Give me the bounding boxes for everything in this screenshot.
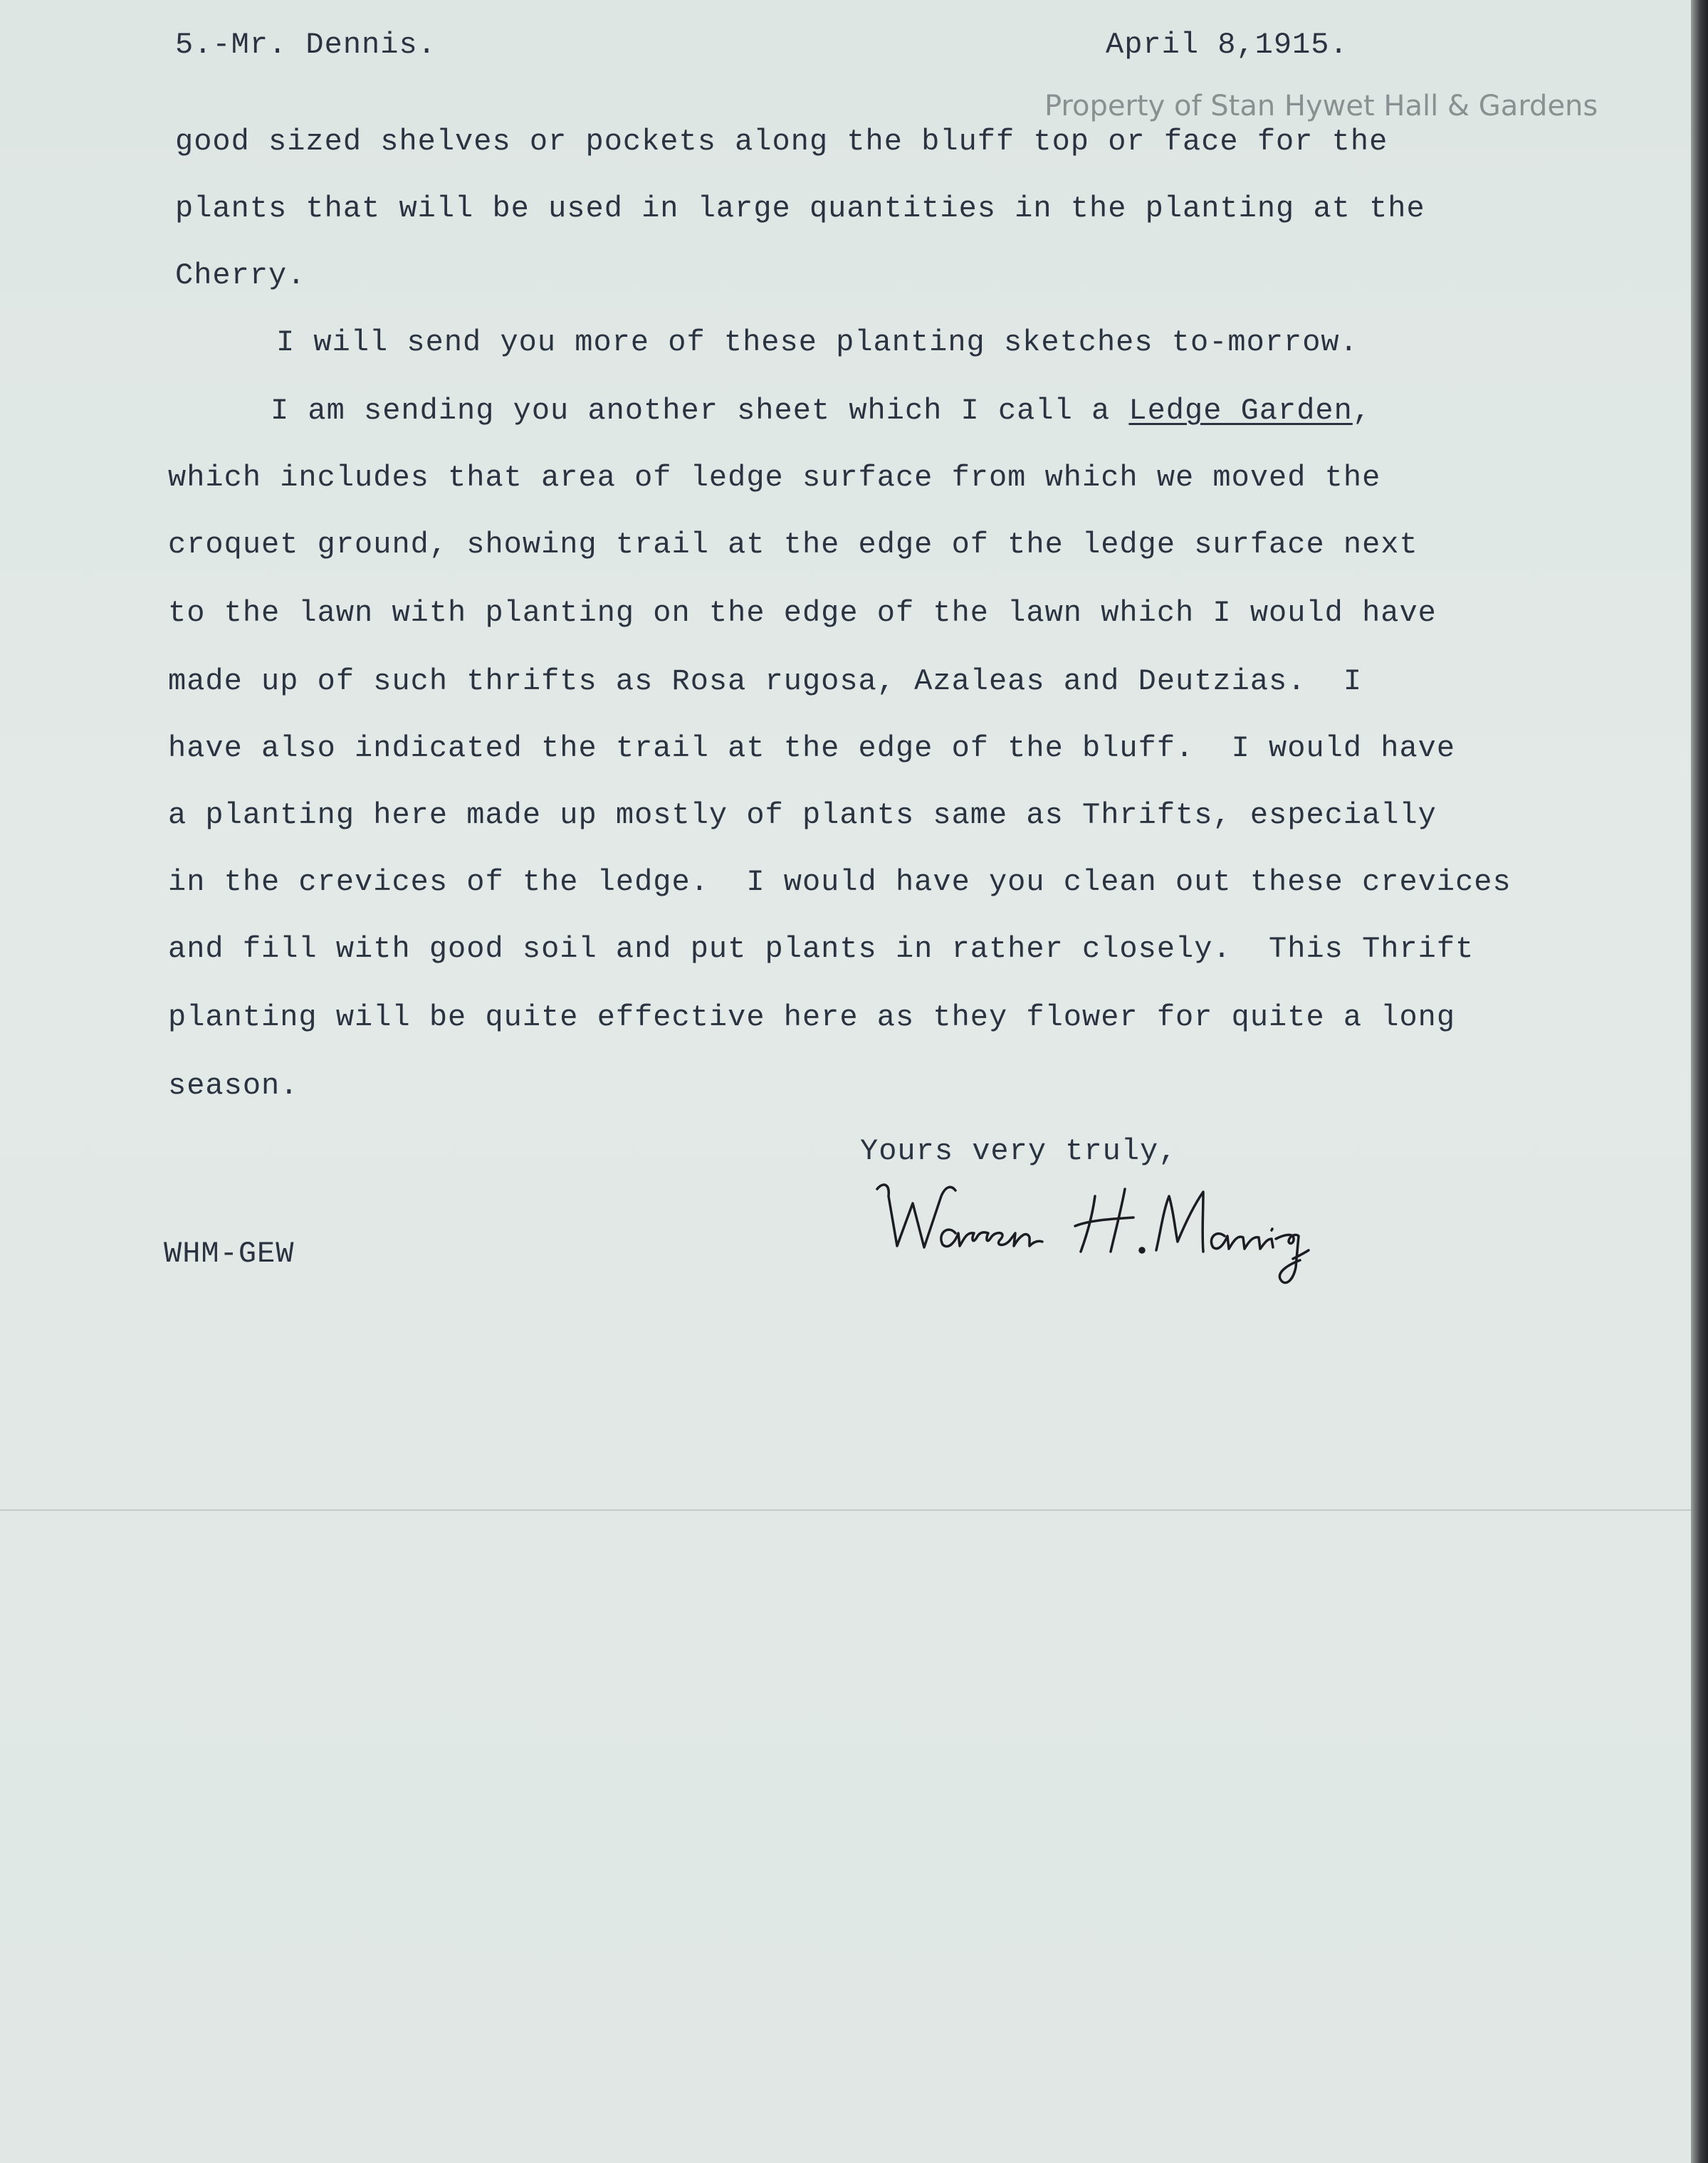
- paragraph1-line: Cherry.: [175, 258, 306, 293]
- page-header: 5.-Mr. Dennis.: [175, 28, 436, 62]
- property-watermark: Property of Stan Hywet Hall & Gardens: [1044, 90, 1598, 122]
- page-fold-line: [0, 1509, 1691, 1511]
- letter-date: April 8,1915.: [1106, 28, 1348, 62]
- paragraph3-line: have also indicated the trail at the edge of the bluff. I would have: [168, 731, 1456, 765]
- paragraph3-first-prefix: I am sending you another sheet which I call a: [271, 394, 1129, 428]
- paragraph3-first-suffix: ,: [1352, 394, 1372, 428]
- paragraph3-line: made up of such thrifts as Rosa rugosa, Azaleas and Deutzias. I: [168, 664, 1363, 698]
- paragraph3-line: and fill with good soil and put plants in rather closely. This Thrift: [168, 932, 1474, 966]
- handwritten-signature: [869, 1168, 1324, 1296]
- paragraph3-first-line: [271, 396, 1371, 426]
- ledge-garden-underlined: Ledge Garden: [1128, 394, 1353, 428]
- closing: Yours very truly,: [860, 1134, 1178, 1168]
- paragraph1-line: plants that will be used in large quantities in the planting at the: [175, 192, 1425, 226]
- paragraph3-line: in the crevices of the ledge. I would have you clean out these crevices: [168, 865, 1511, 899]
- typist-initials: WHM-GEW: [164, 1237, 295, 1271]
- paragraph3-line: to the lawn with planting on the edge of the lawn which I would have: [168, 596, 1437, 630]
- paragraph3-line: planting will be quite effective here as they flower for quite a long: [168, 1000, 1456, 1035]
- paragraph2-line: I will send you more of these planting sketches to-morrow.: [276, 325, 1358, 360]
- paragraph3-line: season.: [168, 1069, 299, 1103]
- paragraph1-line: good sized shelves or pockets along the bluff top or face for the: [175, 125, 1388, 159]
- page-edge-shadow: [1691, 0, 1708, 2163]
- paragraph3-line: a planting here made up mostly of plants same as Thrifts, especially: [168, 798, 1437, 832]
- paragraph3-line: croquet ground, showing trail at the edge of the ledge surface next: [168, 528, 1418, 562]
- paragraph3-line: which includes that area of ledge surface from which we moved the: [168, 461, 1381, 495]
